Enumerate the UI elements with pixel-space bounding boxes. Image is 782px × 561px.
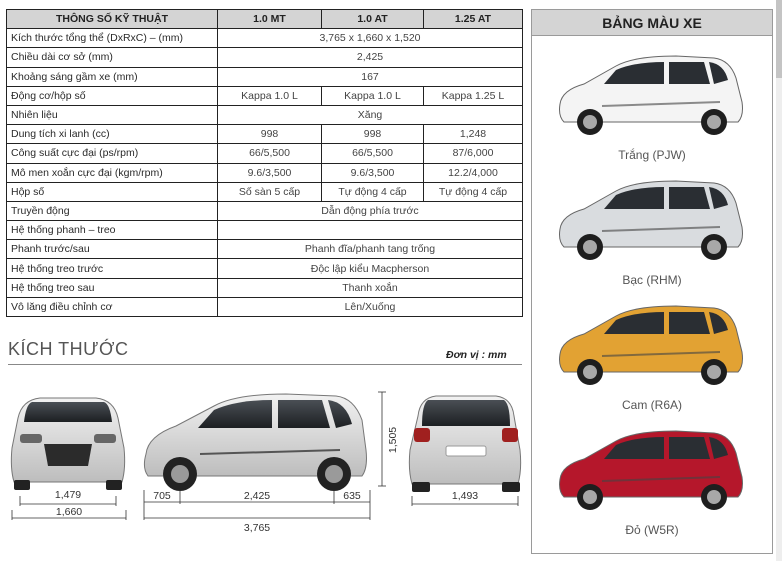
spec-header-10at: 1.0 AT (322, 10, 424, 29)
hatchback-car-icon (554, 50, 750, 136)
spec-row-value: 1,248 (424, 125, 523, 144)
spec-row-label: Dung tích xi lanh (cc) (7, 125, 218, 144)
spec-row-label: Hệ thống treo trước (7, 259, 218, 278)
spec-row-value: 9.6/3,500 (218, 163, 322, 182)
spec-row-value: Phanh đĩa/phanh tang trống (218, 240, 523, 259)
color-swatch-label: Bạc (RHM) (622, 273, 682, 287)
spec-row (7, 48, 523, 67)
scrollbar-thumb[interactable] (776, 0, 782, 78)
spec-row (7, 201, 523, 220)
spec-row-label: Công suất cực đại (ps/rpm) (7, 144, 218, 163)
spec-header-title: THÔNG SỐ KỸ THUẬT (7, 10, 218, 29)
spec-row-value: 12.2/4,000 (424, 163, 523, 182)
width-label: 1,660 (55, 506, 83, 518)
spec-row-value: Tự động 4 cấp (424, 182, 523, 201)
spec-row-label: Chiều dài cơ sở (mm) (7, 48, 218, 67)
spec-row (7, 221, 523, 240)
color-swatch-label: Trắng (PJW) (618, 148, 686, 162)
spec-row (7, 278, 523, 297)
spec-row-value: Tự động 4 cấp (322, 182, 424, 201)
spec-row (7, 144, 523, 163)
spec-row-label: Mô men xoắn cực đại (kgm/rpm) (7, 163, 218, 182)
spec-row (7, 163, 523, 182)
color-swatch (532, 175, 772, 261)
dimensions-title: KÍCH THƯỚC (8, 339, 129, 359)
spec-row (7, 125, 523, 144)
dimensions-divider (8, 364, 522, 365)
length-label: 3,765 (243, 522, 271, 534)
dimensions-unit: Đơn vị : mm (446, 349, 507, 361)
spec-row-value: 66/5,500 (218, 144, 322, 163)
spec-row-value: Kappa 1.0 L (218, 86, 322, 105)
spec-row-value: Số sàn 5 cấp (218, 182, 322, 201)
spec-row-value: Dẫn động phía trước (218, 201, 523, 220)
dimension-drawing (0, 370, 525, 555)
spec-row-value: 9.6/3,500 (322, 163, 424, 182)
front-track-label: 1,479 (54, 489, 82, 501)
spec-row-value: Kappa 1.0 L (322, 86, 424, 105)
spec-row (7, 29, 523, 48)
spec-row-value: 66/5,500 (322, 144, 424, 163)
height-label: 1,505 (387, 426, 399, 454)
spec-row-label: Vô lăng điều chỉnh cơ (7, 297, 218, 316)
front-overhang-label: 705 (153, 490, 171, 502)
color-swatch (532, 50, 772, 136)
color-swatch (532, 425, 772, 511)
spec-row (7, 297, 523, 316)
color-swatch (532, 300, 772, 386)
spec-header-10mt: 1.0 MT (218, 10, 322, 29)
front-view-car (11, 398, 124, 490)
spec-row-label: Khoảng sáng gầm xe (mm) (7, 67, 218, 86)
dimension-svg (0, 370, 525, 555)
spec-row-value: Lên/Xuống (218, 297, 523, 316)
spec-row-value: Độc lập kiểu Macpherson (218, 259, 523, 278)
spec-header-row (7, 10, 523, 29)
color-swatch-label: Cam (R6A) (621, 398, 682, 412)
spec-row-value: Kappa 1.25 L (424, 86, 523, 105)
spec-row-label: Truyền động (7, 201, 218, 220)
spec-row-label: Kích thước tổng thể (DxRxC) – (mm) (7, 29, 218, 48)
rear-overhang-label: 635 (343, 490, 361, 502)
hatchback-car-icon (554, 425, 750, 511)
spec-row-value: 2,425 (218, 48, 523, 67)
spec-table (6, 9, 523, 317)
color-panel (531, 9, 773, 554)
rear-track-label: 1,493 (451, 490, 479, 502)
spec-row-label: Động cơ/hộp số (7, 86, 218, 105)
color-swatch-label: Đỏ (W5R) (625, 523, 679, 537)
spec-row-label: Hộp số (7, 182, 218, 201)
spec-row (7, 67, 523, 86)
spec-row-label: Nhiên liệu (7, 105, 218, 124)
spec-header-125at: 1.25 AT (424, 10, 523, 29)
color-panel-title: BẢNG MÀU XE (532, 10, 772, 36)
hatchback-car-icon (554, 300, 750, 386)
spec-row-value: 87/6,000 (424, 144, 523, 163)
wheelbase-label: 2,425 (243, 490, 271, 502)
spec-row-label: Hệ thống treo sau (7, 278, 218, 297)
spec-row-value (218, 221, 523, 240)
spec-row (7, 86, 523, 105)
spec-row (7, 259, 523, 278)
spec-row-value: 998 (322, 125, 424, 144)
scrollbar-track[interactable] (776, 0, 782, 561)
hatchback-car-icon (554, 175, 750, 261)
side-view-car (144, 394, 366, 491)
spec-row-value: 167 (218, 67, 523, 86)
spec-row (7, 182, 523, 201)
spec-row-label: Phanh trước/sau (7, 240, 218, 259)
spec-row (7, 240, 523, 259)
spec-row-value: 998 (218, 125, 322, 144)
rear-view-car (409, 396, 520, 492)
spec-row-value: Xăng (218, 105, 523, 124)
spec-row-label: Hệ thống phanh – treo (7, 221, 218, 240)
spec-row-value: 3,765 x 1,660 x 1,520 (218, 29, 523, 48)
spec-row (7, 105, 523, 124)
spec-row-value: Thanh xoắn (218, 278, 523, 297)
